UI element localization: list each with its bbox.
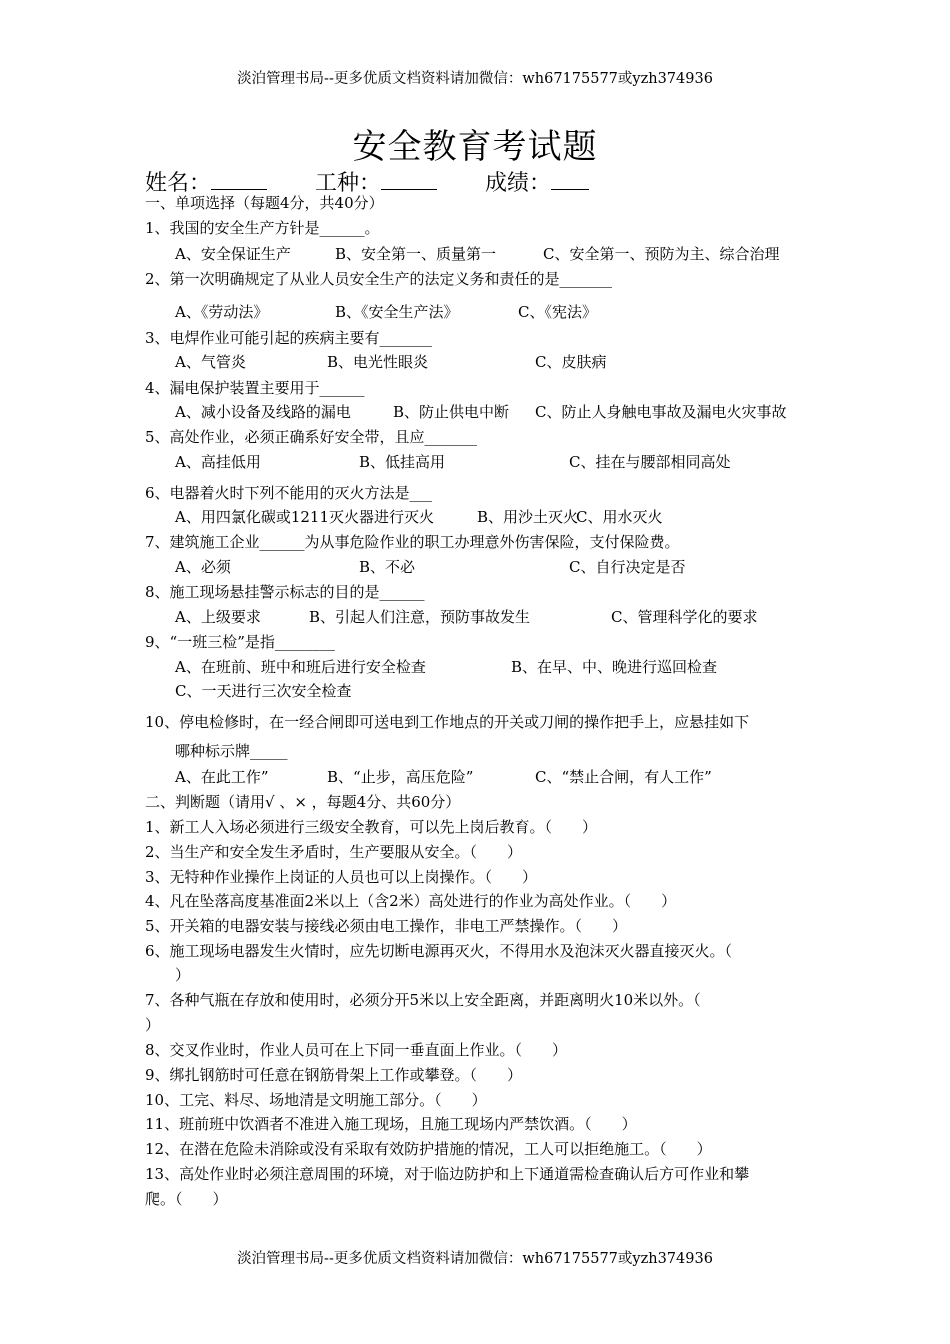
question-1-options bbox=[175, 244, 779, 264]
score-label: 成绩： bbox=[485, 171, 552, 196]
option-b: B、电光性眼炎 bbox=[327, 353, 429, 371]
judge-item: 1、新工人入场必须进行三级安全教育，可以先上岗后教育。（ ） bbox=[145, 818, 598, 836]
question-7-options bbox=[175, 557, 685, 577]
option-a: A、《劳动法》 bbox=[175, 303, 269, 321]
judge-item: 2、当生产和安全发生矛盾时，生产要服从安全。（ ） bbox=[145, 843, 523, 861]
option-c: C、“禁止合闸，有人工作” bbox=[535, 768, 712, 786]
option-a: A、安全保证生产 bbox=[175, 245, 291, 263]
question-4-options bbox=[175, 402, 786, 422]
option-c: C、《宪法》 bbox=[518, 303, 597, 321]
option-a: A、减小设备及线路的漏电 bbox=[175, 403, 351, 421]
option-a: A、用四氯化碳或1211灭火器进行灭火 bbox=[175, 508, 435, 526]
option-c: C、自行决定是否 bbox=[569, 558, 686, 576]
judge-item: 8、交叉作业时，作业人员可在上下同一垂直面上作业。（ ） bbox=[145, 1041, 568, 1059]
question-5: 5、高处作业，必须正确系好安全带，且应_______ bbox=[145, 428, 478, 446]
option-b: B、《安全生产法》 bbox=[335, 303, 459, 321]
question-8-options bbox=[175, 607, 757, 627]
option-b: B、在早、中、晚进行巡回检查 bbox=[511, 658, 718, 676]
option-b: B、低挂高用 bbox=[359, 453, 446, 471]
option-c: C、管理科学化的要求 bbox=[611, 608, 758, 626]
judge-item-cont: 爬。（ ） bbox=[145, 1190, 228, 1208]
option-a: A、必须 bbox=[175, 558, 231, 576]
question-8: 8、施工现场悬挂警示标志的目的是______ bbox=[145, 583, 425, 601]
question-3: 3、电焊作业可能引起的疾病主要有_______ bbox=[145, 329, 433, 347]
question-4: 4、漏电保护装置主要用于______ bbox=[145, 379, 365, 397]
judge-item: 4、凡在坠落高度基准面2米以上（含2米）高处进行的作业为高处作业。（ ） bbox=[145, 892, 677, 910]
question-5-options bbox=[175, 452, 730, 472]
question-3-options bbox=[175, 352, 606, 372]
option-c: C、安全第一、预防为主、综合治理 bbox=[543, 245, 780, 263]
judge-item: 12、在潜在危险未消除或没有采取有效防护措施的情况，工人可以拒绝施工。（ ） bbox=[145, 1140, 712, 1158]
option-a: A、在班前、班中和班后进行安全检查 bbox=[175, 658, 426, 676]
judge-item: 7、各种气瓶在存放和使用时，必须分开5米以上安全距离，并距离明火10米以外。（ bbox=[145, 991, 701, 1009]
question-10-cont: 哪种标示牌_____ bbox=[175, 742, 288, 760]
option-b: B、不必 bbox=[359, 558, 416, 576]
option-b: B、用沙土灭火 bbox=[477, 508, 579, 526]
option-a: A、高挂低用 bbox=[175, 453, 261, 471]
option-b: B、“止步，高压危险” bbox=[327, 768, 474, 786]
option-a: A、气管炎 bbox=[175, 353, 246, 371]
question-10-options bbox=[175, 767, 712, 787]
question-6-options bbox=[175, 507, 662, 527]
question-2-options bbox=[175, 302, 597, 322]
judge-item: 13、高处作业时必须注意周围的环境，对于临边防护和上下通道需检查确认后方可作业和攀 bbox=[145, 1165, 750, 1183]
judge-item: 5、开关箱的电器安装与接线必须由电工操作，非电工严禁操作。（ ） bbox=[145, 917, 628, 935]
page-header: 淡泊管理书局--更多优质文档资料请加微信：wh67175577或yzh374936 bbox=[237, 71, 713, 87]
question-9: 9、“一班三检”是指________ bbox=[145, 633, 335, 651]
option-b: B、防止供电中断 bbox=[393, 403, 510, 421]
name-label: 姓名： bbox=[145, 171, 212, 196]
judge-item-cont: ） bbox=[145, 1016, 161, 1034]
option-b: B、安全第一、质量第一 bbox=[335, 245, 497, 263]
section2-heading: 二、判断题（请用√ 、× ，每题4分、共60分） bbox=[145, 793, 461, 811]
judge-item: 6、施工现场电器发生火情时，应先切断电源再灭火，不得用水及泡沫灭火器直接灭火。（ bbox=[145, 942, 733, 960]
question-2: 2、第一次明确规定了从业人员安全生产的法定义务和责任的是_______ bbox=[145, 270, 613, 288]
judge-item: 3、无特种作业操作上岗证的人员也可以上岗操作。（ ） bbox=[145, 868, 538, 886]
question-7: 7、建筑施工企业______为从事危险作业的职工办理意外伤害保险，支付保险费。 bbox=[145, 533, 680, 551]
page-footer: 淡泊管理书局--更多优质文档资料请加微信：wh67175577或yzh374936 bbox=[237, 1251, 713, 1267]
option-a: A、在此工作” bbox=[175, 768, 269, 786]
page-title: 安全教育考试题 bbox=[352, 127, 598, 167]
option-c: C、皮肤病 bbox=[535, 353, 607, 371]
option-c: C、防止人身触电事故及漏电火灾事故 bbox=[535, 403, 787, 421]
name-blank bbox=[211, 189, 267, 190]
section1-heading: 一、单项选择（每题4分，共40分） bbox=[145, 194, 384, 212]
question-6: 6、电器着火时下列不能用的灭火方法是___ bbox=[145, 484, 433, 502]
option-b: B、引起人们注意，预防事故发生 bbox=[309, 608, 531, 626]
job-blank bbox=[381, 189, 437, 190]
question-9-options bbox=[175, 657, 717, 677]
judge-item: 9、绑扎钢筋时可任意在钢筋骨架上工作或攀登。（ ） bbox=[145, 1066, 523, 1084]
judge-item: 10、工完、料尽、场地清是文明施工部分。（ ） bbox=[145, 1091, 487, 1109]
score-blank bbox=[551, 189, 589, 190]
option-c: C、挂在与腰部相同高处 bbox=[569, 453, 731, 471]
question-1: 1、我国的安全生产方针是______。 bbox=[145, 219, 380, 237]
question-9-option-c: C、一天进行三次安全检查 bbox=[175, 682, 352, 700]
question-10: 10、停电检修时，在一经合闸即可送电到工作地点的开关或刀闸的操作把手上，应悬挂如下 bbox=[145, 713, 750, 731]
judge-item-cont: ） bbox=[175, 966, 191, 984]
judge-item: 11、班前班中饮酒者不准进入施工现场，且施工现场内严禁饮酒。（ ） bbox=[145, 1115, 637, 1133]
job-label: 工种： bbox=[315, 171, 382, 196]
option-c: C、用水灭火 bbox=[576, 508, 663, 526]
option-a: A、上级要求 bbox=[175, 608, 261, 626]
